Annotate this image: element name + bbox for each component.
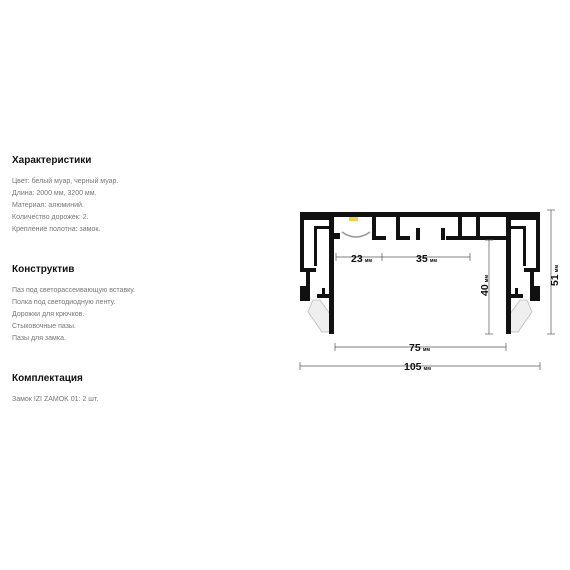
list-item: Количество дорожек: 2. [12, 214, 89, 221]
dimension-75: 75 мм [409, 342, 431, 354]
dimension-105: 105 мм [404, 361, 431, 373]
aluminium-profile [300, 212, 540, 334]
list-item: Крепление полотна: замок. [12, 226, 101, 233]
construct-heading: Конструктив [12, 264, 75, 275]
list-item: Полка под светодиодную ленту. [12, 299, 116, 306]
dimension-51: 51мм [549, 264, 561, 286]
specs-heading: Характеристики [12, 155, 92, 166]
list-item: Замок IZI ZAMOK 01: 2 шт. [12, 396, 99, 403]
list-item: Дорожки для крючков. [12, 311, 85, 318]
list-item: Материал: алюминий. [12, 202, 84, 209]
dimension-23: 23 мм [351, 253, 373, 265]
list-item: Цвет: белый муар, черный муар. [12, 178, 119, 185]
list-item: Пазы для замка. [12, 335, 66, 342]
dimension-40: 40мм [479, 274, 491, 296]
dimension-35: 35 мм [416, 253, 438, 265]
led-strip [349, 217, 358, 221]
list-item: Стыковочные пазы. [12, 323, 76, 330]
list-item: Длина: 2000 мм, 3200 мм. [12, 190, 97, 197]
kit-heading: Комплектация [12, 373, 83, 384]
list-item: Паз под светорассеивающую вставку. [12, 287, 136, 294]
diffuser-clip [342, 232, 370, 237]
